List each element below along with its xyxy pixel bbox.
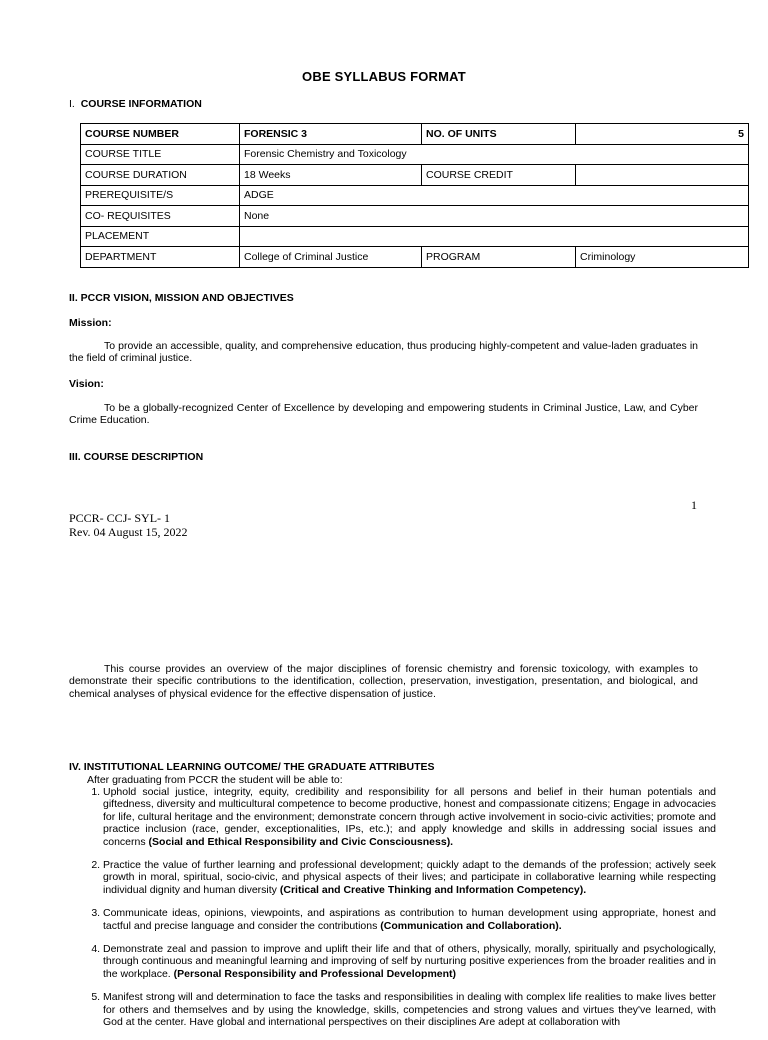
section-2-heading: II. PCCR VISION, MISSION AND OBJECTIVES	[69, 292, 294, 304]
list-item	[103, 943, 716, 980]
table-row	[81, 206, 749, 227]
attribute-text: Practice the value of further learning and professional development; quickly adapt to the demands of the profession; actively seek growth in moral, spiritual, socio-civic, and physical aspects of their lives; and participate in collaborative learning while respecting individual dignity and human diversity	[103, 859, 716, 896]
section-3-heading: III. COURSE DESCRIPTION	[69, 451, 204, 463]
course-number-label: COURSE NUMBER	[81, 124, 240, 145]
table-row	[81, 226, 749, 247]
section-1-heading	[69, 98, 202, 110]
graduate-attributes-list	[85, 786, 716, 1040]
mission-label: Mission:	[69, 317, 112, 329]
course-information-table	[80, 123, 749, 268]
attribute-name: (Personal Responsibility and Professional Development)	[173, 967, 457, 980]
document-title: OBE SYLLABUS FORMAT	[302, 69, 466, 84]
document-code: PCCR- CCJ- SYL- 1	[69, 511, 171, 525]
attribute-name: (Social and Ethical Responsibility and Civic Consciousness).	[148, 835, 454, 848]
table-row	[81, 144, 749, 165]
section-4-heading: IV. INSTITUTIONAL LEARNING OUTCOME/ THE GRADUATE ATTRIBUTES	[69, 761, 435, 773]
attribute-text: Uphold social justice, integrity, equity, credibility and responsibility for all persons and belief in their human potentials and giftedness, diversity and multicultural competence to become productive, honest and compassionate citizens; Engage in advocacies for life, cultural heritage and the environment; demonstrate concern through active involvement in socio-civic activities; promote and practice inclusion (race, gender, exceptionalities, IPs, etc.); and apply knowledge and skills in addressing social issues and concerns	[103, 786, 716, 848]
section-1-number: I.	[69, 98, 75, 110]
corequisite-label: CO- REQUISITES	[81, 206, 240, 227]
mission-text: To provide an accessible, quality, and comprehensive education, thus producing highly-competent and value-laden graduates in the field of criminal justice.	[69, 340, 698, 365]
prerequisite-label: PREREQUISITE/S	[81, 185, 240, 206]
program-label: PROGRAM	[422, 247, 576, 268]
attribute-name: (Critical and Creative Thinking and Information Competency).	[279, 883, 587, 896]
course-title-value: Forensic Chemistry and Toxicology	[240, 144, 749, 165]
section-1-title: COURSE INFORMATION	[80, 98, 202, 110]
attribute-name: (Communication and Collaboration).	[380, 919, 562, 932]
revision-date: Rev. 04 August 15, 2022	[69, 525, 188, 539]
duration-label: COURSE DURATION	[81, 165, 240, 186]
department-label: DEPARTMENT	[81, 247, 240, 268]
table-row	[81, 247, 749, 268]
vision-text: To be a globally-recognized Center of Excellence by developing and empowering students in Criminal Justice, Law, and Cyber Crime Education.	[69, 402, 698, 427]
duration-value: 18 Weeks	[240, 165, 422, 186]
course-description-text: This course provides an overview of the major disciplines of forensic chemistry and forensic toxicology, with examples to demonstrate their specific contributions to the identification, collection, preservation, investigation, presentation, and biological, and chemical analyses of physical evidence for the effective dispensation of justice.	[69, 663, 698, 700]
units-label: NO. OF UNITS	[422, 124, 576, 145]
program-value: Criminology	[576, 247, 749, 268]
list-item	[103, 991, 716, 1028]
units-value: 5	[576, 124, 749, 145]
course-number-value: FORENSIC 3	[240, 124, 422, 145]
placement-value	[240, 226, 749, 247]
table-row	[81, 165, 749, 186]
placement-label: PLACEMENT	[81, 226, 240, 247]
list-item	[103, 907, 716, 932]
table-row	[81, 124, 749, 145]
corequisite-value: None	[240, 206, 749, 227]
attribute-text: Communicate ideas, opinions, viewpoints, and aspirations as contribution to human development using appropriate, honest and tactful and precise language and consider the contributions	[103, 907, 716, 932]
course-title-label: COURSE TITLE	[81, 144, 240, 165]
attribute-text: Demonstrate zeal and passion to improve and uplift their life and that of others, physically, morally, spiritually and psychologically, through continuous and meaningful learning and improving of self by nurturing positive experiences from the broader realities and in the workplace.	[103, 943, 716, 980]
page-number: 1	[691, 498, 697, 512]
list-item	[103, 786, 716, 848]
attribute-text: Manifest strong will and determination to face the tasks and responsibilities in dealing with complex life realities to make lives better for others and themselves and by using the knowledge, skills, competencies and strong values and virtues they've learned, with God at the center. Have global and international perspectives on their disciplines Are adept at collaboration with	[103, 991, 716, 1029]
prerequisite-value: ADGE	[240, 185, 749, 206]
section-4-intro: After graduating from PCCR the student will be able to:	[87, 774, 343, 786]
credit-label: COURSE CREDIT	[422, 165, 576, 186]
department-value: College of Criminal Justice	[240, 247, 422, 268]
credit-value	[576, 165, 749, 186]
table-row	[81, 185, 749, 206]
list-item	[103, 859, 716, 896]
vision-label: Vision:	[69, 378, 104, 390]
